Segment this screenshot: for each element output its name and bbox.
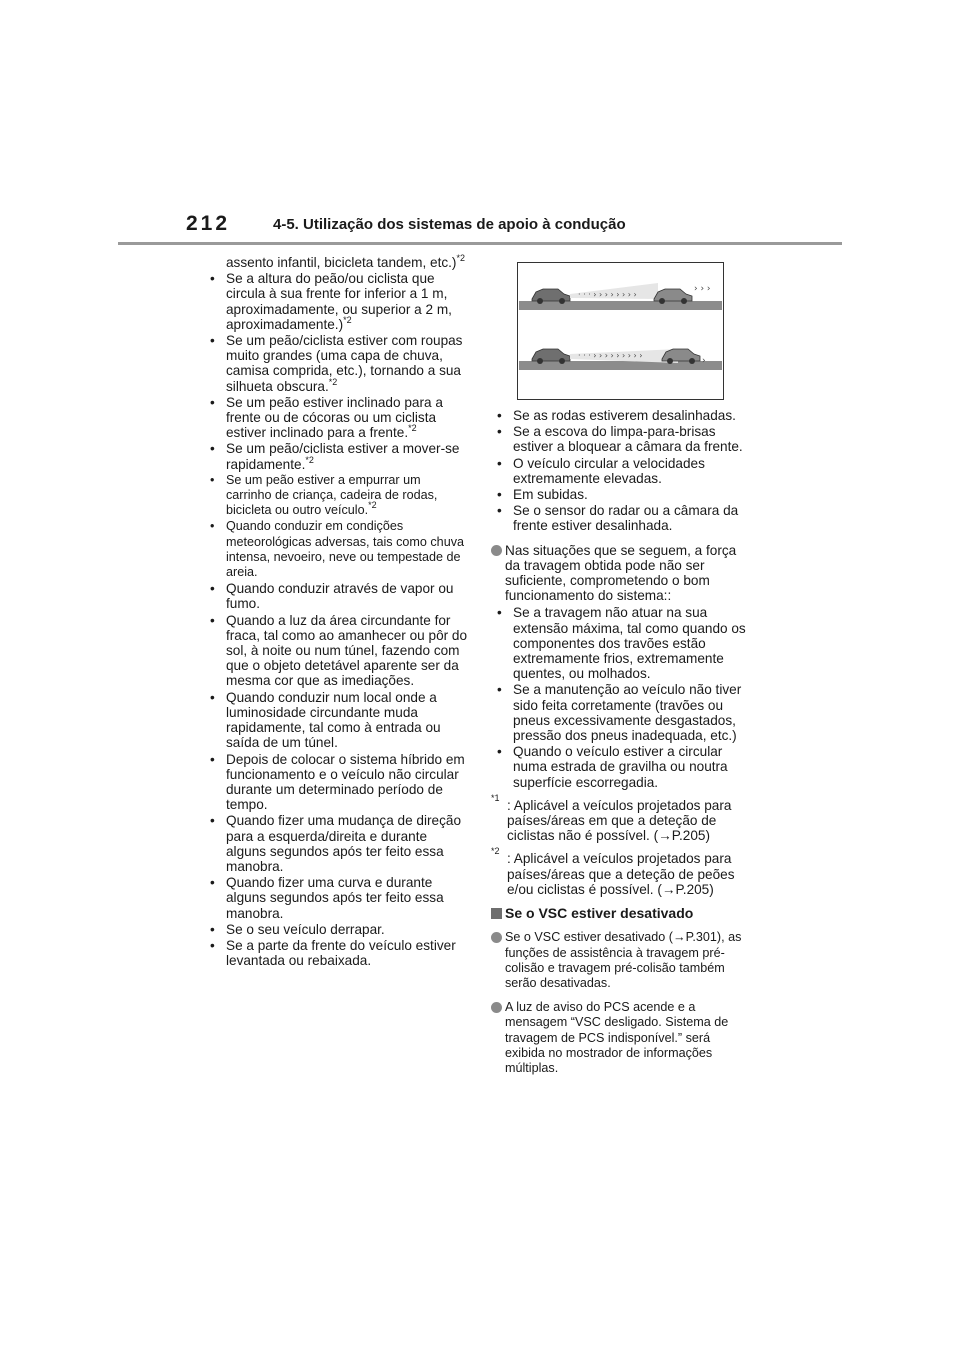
left-column [204,255,469,969]
square-bullet-icon [491,908,502,919]
bullet-icon: • [210,472,215,487]
svg-text:· · · › › › › › › › ›: · · · › › › › › › › › [578,290,637,299]
right-bullet-list-a [491,408,753,534]
bullet-icon: • [210,271,215,287]
list-item: • Se a travagem não atuar na sua extensão máxima, tal como quando os componentes dos travões estão extremamente frios, extremamente quentes, ou molhados. [497,605,746,682]
list-item: • Quando conduzir em condições meteorológicas adversas, tais como chuva intensa, nevoeiro, neve ou tempestade de areia. [210,519,464,580]
bullet-icon: • [210,813,215,829]
list-item: • Se um peão estiver a empurrar um carrinho de criança, cadeira de rodas, bicicleta ou outro veículo.$^{*2}$ [210,472,438,518]
bullet-icon: • [210,612,215,628]
circle-bullet-icon [491,1002,502,1013]
bullet-icon: • [210,581,215,597]
bullet-icon: • [210,689,215,705]
radar-detection-illustration [517,262,724,400]
list-item: • Se o sensor do radar ou a câmara da frente estiver desalinhada. [497,503,739,534]
list-item: • Quando conduzir através de vapor ou fumo. [210,581,454,612]
list-item: • Se a altura do peão/ou ciclista que circula à sua frente for inferior a 1 m, aproximadamente, ou superior a 2 m, aproximadamente.)$^{*2}$ [210,271,452,332]
detection-beam-top [570,283,658,299]
detection-diagram [518,263,723,399]
footnote-1: *1 : Aplicável a veículos projetados para países/áreas em que a deteção de ciclistas não é possível. (→P.205) [491,792,732,844]
list-item: • Se a parte da frente do veículo estiver levantada ou rebaixada. [210,937,456,969]
list-item: • Se a escova do limpa-para-brisas estiver a bloquear a câmara da frente. [497,424,743,455]
circle-note-pcs-warning: A luz de aviso do PCS acende e a mensagem “VSC desligado. Sistema de travagem de PCS indisponível.” será exibida no mostrador de informações múltiplas. [491,1000,753,1076]
list-item: • Se o seu veículo derrapar. [210,921,385,937]
list-item: • Se as rodas estiverem desalinhadas. [497,408,736,423]
list-item: • Quando fizer uma curva e durante alguns segundos após ter feito essa manobra. [210,875,444,921]
bullet-icon: • [497,682,502,698]
bullet-icon: • [497,487,502,503]
circle-bullet-icon [491,932,502,943]
bullet-icon: • [497,503,502,519]
road-top [519,301,722,310]
bullet-icon: • [497,424,502,440]
list-item: • O veículo circular a velocidades extremamente elevadas. [497,455,705,486]
circle-note-braking: Nas situações que se seguem, a força da travagem obtida pode não ser suficiente, comprometendo o bom funcionamento do sistema:: [491,543,753,604]
list-item: • Quando conduzir num local onde a luminosidade circundante muda rapidamente, tal como à entrada ou saída de um túnel. [210,689,441,751]
svg-text:· · · › › › › › › › › ›: · · · › › › › › › › › › [578,351,643,360]
bullet-icon: • [210,751,215,767]
subheading-vsc: Se o VSC estiver desativado [491,906,753,921]
continuation-text: assento infantil, bicicleta tandem, etc.)$^{*2}$ [226,253,465,270]
svg-text:›: › [702,356,706,366]
list-item: • Quando fizer uma mudança de direção para a esquerda/direita e durante alguns segundos após ter feito essa manobra. [210,813,462,874]
page-header [118,212,842,246]
list-item: • Se um peão/ciclista estiver com roupas muito grandes (uma capa de chuva, camisa comprida, etc.), tornando a sua silhueta obscura.$^{*2}$ [210,333,463,394]
bullet-icon: • [210,394,215,410]
circle-note-vsc: Se o VSC estiver desativado (→P.301), as funções de assistência à travagem pré-colisão e travagem pré-colisão também serão desativadas. [491,930,753,991]
list-item: • Se a manutenção ao veículo não tiver sido feita corretamente (travões ou pneus excessivamente desgastados, pressão dos pneus inadequada, etc.) [497,682,742,744]
list-item: • Quando a luz da área circundante for fraca, tal como ao amanhecer ou pôr do sol, à noite ou num túnel, fazendo com que o objeto detetável aparente ser da mesma cor que as imediações. [210,612,468,689]
list-item: • Quando o veículo estiver a circular numa estrada de gravilha ou noutra superfície escorregadia. [497,744,728,790]
bullet-icon: • [210,519,215,534]
bullet-icon: • [210,937,215,953]
svg-text:› › ›: › › › [694,284,711,294]
bullet-icon: • [497,744,502,760]
header-rule [118,242,842,245]
bullet-icon: • [497,455,502,471]
left-bullet-list [204,271,469,968]
circle-bullet-icon [491,545,502,556]
list-item: • Se um peão estiver inclinado para a frente ou de cócoras ou um ciclista estiver inclinado para a frente.$^{*2}$ [210,394,443,441]
section-title: 4-5. Utilização dos sistemas de apoio à condução [273,216,626,233]
page-number: 212 [186,212,231,235]
bullet-icon: • [210,441,215,457]
list-item: • Em subidas. [497,487,588,503]
bullet-icon: • [210,333,215,349]
right-column [491,408,753,1078]
list-item: • Se um peão/ciclista estiver a mover-se rapidamente.$^{*2}$ [210,441,460,472]
bullet-icon: • [497,408,502,423]
bullet-icon: • [210,875,215,891]
right-bullet-list-b [491,605,753,789]
bullet-icon: • [497,605,502,621]
bullet-icon: • [210,921,215,937]
footnote-2: *2 : Aplicável a veículos projetados para países/áreas que a deteção de peões e/ou ciclistas é possível. (→P.205) [491,846,735,897]
list-item: • Depois de colocar o sistema híbrido em funcionamento e o veículo não circular durante um determinado período de tempo. [210,751,465,813]
